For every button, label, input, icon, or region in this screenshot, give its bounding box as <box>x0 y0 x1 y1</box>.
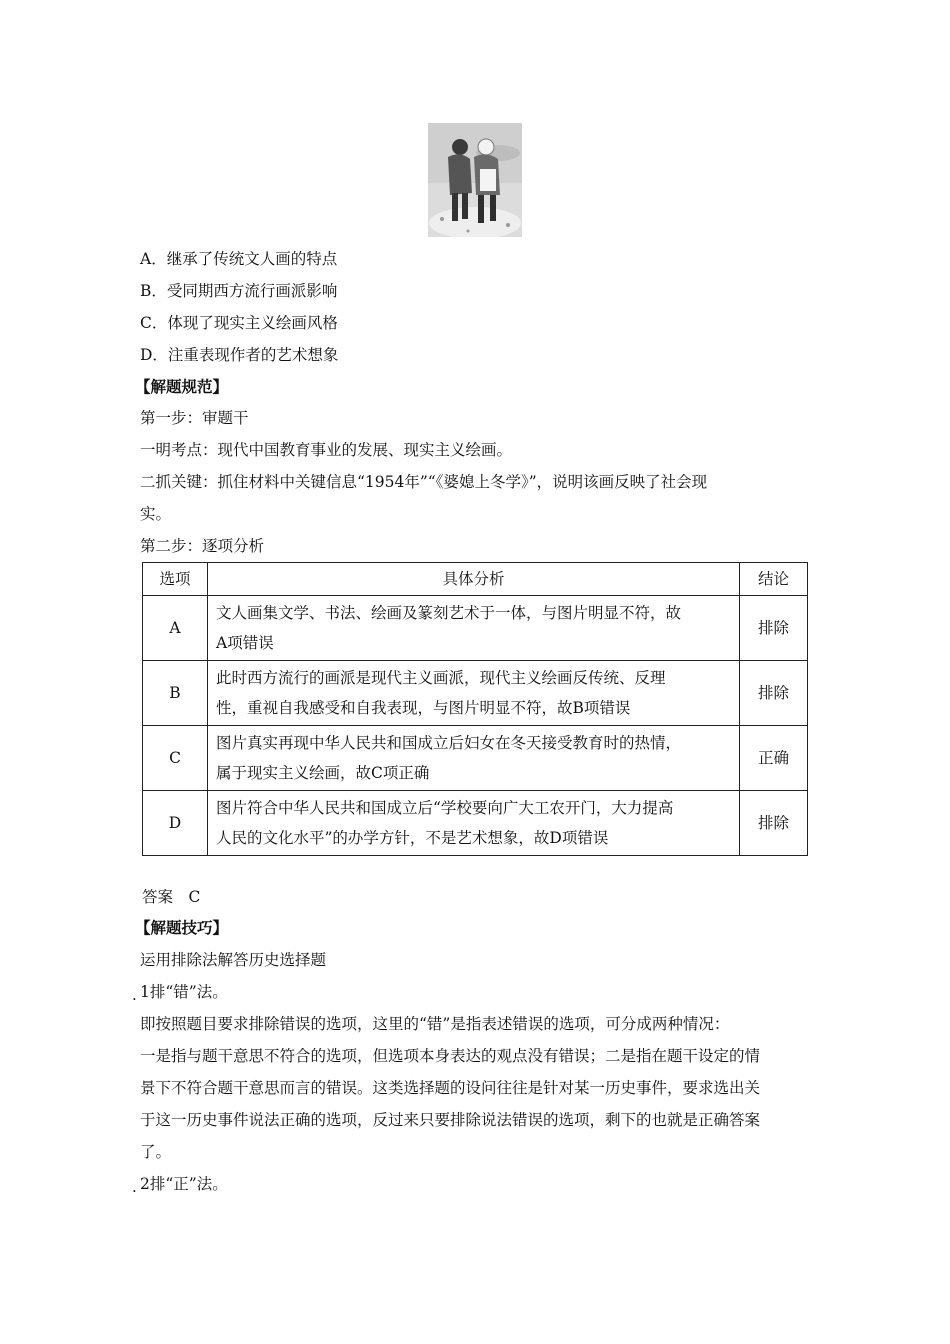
painting-illustration <box>428 123 522 237</box>
option-c: C．体现了现实主义绘画风格 <box>140 314 338 332</box>
table-header-row <box>143 563 808 596</box>
table-row <box>143 661 808 726</box>
header-conclusion: 结论 <box>740 563 808 596</box>
row-option: D <box>143 791 208 856</box>
method2-title: 2排“正”法。 <box>140 1175 228 1193</box>
row-conclusion: 排除 <box>740 661 808 726</box>
bullet-dot: . <box>132 1178 137 1196</box>
header-analysis: 具体分析 <box>208 563 740 596</box>
answer-text: 答案 C <box>142 888 201 906</box>
row-analysis: 此时西方流行的画派是现代主义画派，现代主义绘画反传统、反理 性，重视自我感受和自我表现，与图片明显不符，故B项错误 <box>208 661 740 726</box>
key-info-line1: 二抓关键：抓住材料中关键信息“1954年”“《婆媳上冬学》”，说明该画反映了社会现 <box>140 473 708 491</box>
row-conclusion: 排除 <box>740 596 808 661</box>
method1-line3: 景下不符合题干意思而言的错误。这类选择题的设问往往是针对某一历史事件，要求选出关 <box>140 1079 761 1097</box>
tips-heading: 【解题技巧】 <box>135 918 229 937</box>
option-a: A．继承了传统文人画的特点 <box>140 250 338 268</box>
row-analysis: 文人画集文学、书法、绘画及篆刻艺术于一体，与图片明显不符，故 A项错误 <box>208 596 740 661</box>
exam-point-text: 一明考点：现代中国教育事业的发展、现实主义绘画。 <box>140 441 513 459</box>
row-conclusion: 正确 <box>740 726 808 791</box>
step2-text: 第二步：逐项分析 <box>140 537 265 555</box>
row-conclusion: 排除 <box>740 791 808 856</box>
bullet-dot: . <box>132 986 137 1004</box>
table-row <box>143 596 808 661</box>
option-b: B．受同期西方流行画派影响 <box>140 282 338 300</box>
step1-text: 第一步：审题干 <box>140 409 249 427</box>
analysis-table <box>142 562 808 856</box>
table-row <box>143 726 808 791</box>
header-option: 选项 <box>143 563 208 596</box>
method1-line1: 即按照题目要求排除错误的选项，这里的“错”是指表述错误的选项，可分成两种情况： <box>140 1015 730 1033</box>
tips-intro: 运用排除法解答历史选择题 <box>140 951 327 969</box>
method1-line5: 了。 <box>140 1143 172 1161</box>
row-analysis: 图片符合中华人民共和国成立后“学校要向广大工农开门，大力提高 人民的文化水平”的办学方针，不是艺术想象，故D项错误 <box>208 791 740 856</box>
row-option: C <box>143 726 208 791</box>
method1-title: 1排“错”法。 <box>140 983 228 1001</box>
method1-line4: 于这一历史事件说法正确的选项，反过来只要排除说法错误的选项，剩下的也就是正确答案 <box>140 1111 761 1129</box>
row-option: B <box>143 661 208 726</box>
row-option: A <box>143 596 208 661</box>
option-d: D．注重表现作者的艺术想象 <box>140 346 339 364</box>
spec-heading: 【解题规范】 <box>135 377 229 396</box>
method1-line2: 一是指与题干意思不符合的选项，但选项本身表达的观点没有错误；二是指在题干设定的情 <box>140 1047 761 1065</box>
table-row <box>143 791 808 856</box>
row-analysis: 图片真实再现中华人民共和国成立后妇女在冬天接受教育时的热情， 属于现实主义绘画，故C项正确 <box>208 726 740 791</box>
key-info-line2: 实。 <box>140 505 172 523</box>
